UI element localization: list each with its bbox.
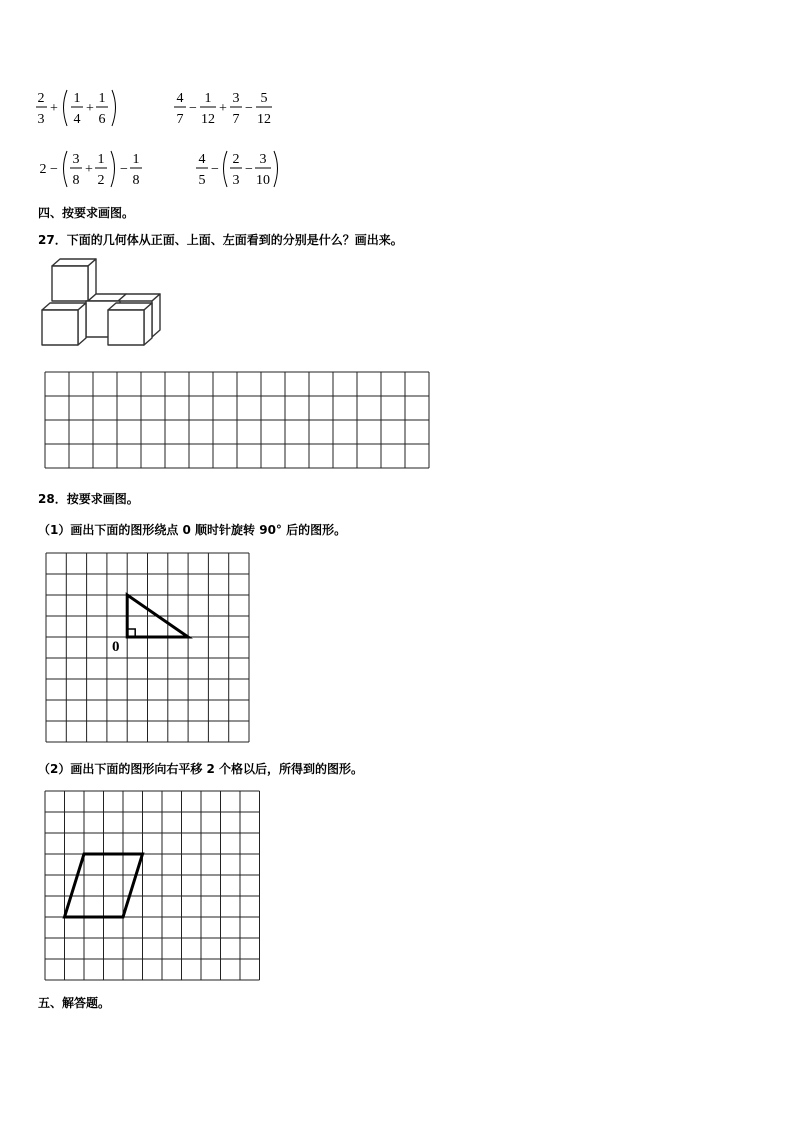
operator: +	[219, 101, 227, 116]
operator: −	[50, 162, 58, 177]
frac-numerator: 4	[198, 152, 206, 167]
frac-numerator: 3	[232, 91, 240, 106]
operator: −	[189, 101, 197, 116]
frac-numerator: 3	[259, 152, 267, 167]
translation-grid[interactable]	[43, 789, 263, 985]
operator: +	[50, 101, 58, 116]
frac-numerator: 1	[204, 91, 212, 106]
frac-numerator: 4	[176, 91, 184, 106]
section-5-title: 五、解答题。	[38, 996, 111, 1010]
rotation-grid[interactable]	[44, 551, 250, 747]
frac-denominator: 12	[201, 112, 215, 127]
frac-denominator: 5	[198, 173, 206, 188]
frac-numerator: 1	[98, 91, 106, 106]
frac-denominator: 4	[73, 112, 81, 127]
question-28-part-2: （2）画出下面的图形向右平移 2 个格以后，所得到的图形。	[38, 762, 364, 776]
section-4-title: 四、按要求画图。	[38, 206, 135, 220]
frac-denominator: 8	[72, 173, 80, 188]
operator: +	[86, 101, 94, 116]
expression-2	[172, 86, 282, 130]
question-28-text: 28．按要求画图。	[38, 492, 139, 506]
frac-numerator: 5	[260, 91, 268, 106]
cube-figure	[38, 256, 166, 350]
frac-numerator: 1	[97, 152, 105, 167]
frac-numerator: 1	[132, 152, 140, 167]
question-28-part-1: （1）画出下面的图形绕点 0 顺时针旋转 90° 后的图形。	[38, 523, 347, 537]
frac-denominator: 3	[37, 112, 45, 127]
frac-numerator: 3	[72, 152, 80, 167]
frac-denominator: 7	[232, 112, 240, 127]
operator: −	[245, 101, 253, 116]
expression-4	[194, 147, 284, 191]
frac-denominator: 6	[98, 112, 106, 127]
frac-numerator: 2	[232, 152, 240, 167]
question-27-text: 27．下面的几何体从正面、上面、左面看到的分别是什么？画出来。	[38, 233, 403, 247]
frac-denominator: 10	[256, 173, 270, 188]
origin-label: 0	[112, 639, 120, 655]
frac-denominator: 12	[257, 112, 271, 127]
frac-denominator: 8	[132, 173, 140, 188]
q27-answer-grid[interactable]	[44, 371, 432, 469]
expression-3	[36, 147, 146, 191]
whole-number: 2	[39, 162, 47, 177]
frac-numerator: 1	[73, 91, 81, 106]
expression-1	[36, 86, 126, 130]
operator: −	[211, 162, 219, 177]
frac-numerator: 2	[37, 91, 45, 106]
frac-denominator: 2	[97, 173, 105, 188]
operator: −	[245, 162, 253, 177]
frac-denominator: 3	[232, 173, 240, 188]
operator: −	[120, 162, 128, 177]
frac-denominator: 7	[176, 112, 184, 127]
operator: +	[85, 162, 93, 177]
